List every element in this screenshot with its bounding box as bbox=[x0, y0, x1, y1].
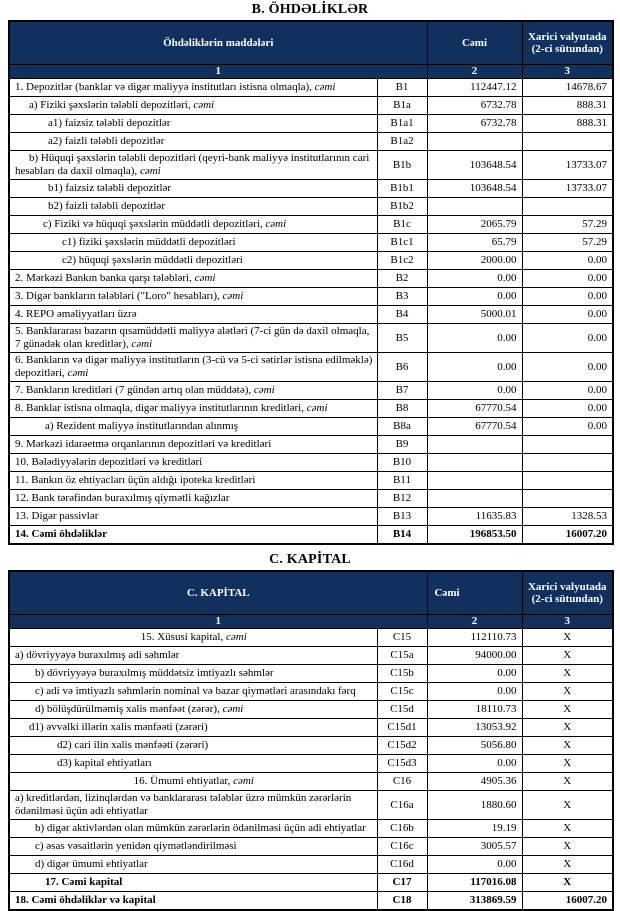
row-label-cell bbox=[9, 719, 377, 737]
row-label-cell bbox=[9, 820, 377, 838]
row-label-suffix: cəmi bbox=[139, 165, 161, 177]
row-label: c) Fiziki və hüquqi şəxslərin müddətli depozitləri, bbox=[43, 218, 266, 230]
table-row bbox=[9, 151, 613, 180]
row-total-value: 0.00 bbox=[427, 683, 522, 701]
row-foreign-currency-value bbox=[522, 133, 613, 151]
row-code: C15d2 bbox=[377, 737, 427, 755]
colnum-items: 1 bbox=[9, 65, 427, 79]
row-foreign-currency-value: 16007.20 bbox=[522, 526, 613, 545]
row-foreign-currency-value: 0.00 bbox=[522, 306, 613, 324]
capital-table-body bbox=[9, 629, 613, 911]
row-code: C15d bbox=[377, 701, 427, 719]
row-total-value: 112110.73 bbox=[427, 629, 522, 647]
liabilities-colnum-row bbox=[9, 65, 613, 79]
row-total-value bbox=[427, 472, 522, 490]
row-total-value: 196853.50 bbox=[427, 526, 522, 545]
liabilities-header-row bbox=[9, 21, 613, 65]
row-label: b) Hüquqi şəxslərin tələbli depozitləri (qeyri-bank maliyyə institutlarının cari hesabları da daxil olmaqla), bbox=[15, 152, 370, 177]
row-label: 9. Mərkəzi idarəetmə orqanlarının depozitləri və kreditləri bbox=[15, 438, 272, 450]
table-row bbox=[9, 198, 613, 216]
row-label-suffix: cəmi bbox=[67, 367, 89, 379]
row-label-cell bbox=[9, 400, 377, 418]
colnum-total: 2 bbox=[427, 615, 522, 629]
row-label-suffix: cəmi bbox=[233, 775, 254, 787]
row-total-value: 112447.12 bbox=[427, 79, 522, 97]
table-row bbox=[9, 97, 613, 115]
row-total-value: 3005.57 bbox=[427, 838, 522, 856]
row-label: 13. Digər passivlər bbox=[15, 510, 99, 522]
row-label: a) Rezident maliyyə institutlarından alınmış bbox=[45, 420, 239, 432]
row-code: B8a bbox=[377, 418, 427, 436]
table-row bbox=[9, 472, 613, 490]
row-label: a) Fiziki şəxslərin tələbli depozitləri, bbox=[29, 99, 194, 111]
row-foreign-currency-value: X bbox=[522, 856, 613, 874]
row-label: c2) hüquqi şəxslərin müddətli depozitləri bbox=[62, 254, 243, 266]
row-total-value: 65.79 bbox=[427, 234, 522, 252]
row-label-cell bbox=[9, 270, 377, 288]
row-label-cell bbox=[9, 324, 377, 353]
row-foreign-currency-value: 0.00 bbox=[522, 382, 613, 400]
row-total-value: 11635.83 bbox=[427, 508, 522, 526]
row-label: 7. Bankların kreditləri (7 gündən artıq olan müddətə), bbox=[15, 384, 254, 396]
table-row bbox=[9, 180, 613, 198]
table-row bbox=[9, 454, 613, 472]
row-foreign-currency-value: X bbox=[522, 629, 613, 647]
row-code: B1b bbox=[377, 151, 427, 180]
liabilities-table-body bbox=[9, 79, 613, 545]
row-label: 6. Bankların və digər maliyyə institutların (3-cü və 5-ci sətirlər istisna edilməklə) depozitləri, bbox=[15, 354, 373, 379]
row-foreign-currency-value: X bbox=[522, 719, 613, 737]
row-code: B7 bbox=[377, 382, 427, 400]
table-row bbox=[9, 647, 613, 665]
row-label-cell bbox=[9, 629, 377, 647]
row-label-cell bbox=[9, 97, 377, 115]
row-code: B1b1 bbox=[377, 180, 427, 198]
row-code: B1a2 bbox=[377, 133, 427, 151]
col-header-total: Cəmi bbox=[427, 571, 522, 615]
row-foreign-currency-value: 0.00 bbox=[522, 288, 613, 306]
row-foreign-currency-value: 57.29 bbox=[522, 234, 613, 252]
row-label-cell bbox=[9, 665, 377, 683]
row-label: a2) faizli tələbli depozitlər bbox=[48, 135, 165, 147]
row-label-cell bbox=[9, 701, 377, 719]
row-code: B10 bbox=[377, 454, 427, 472]
row-total-value: 4905.36 bbox=[427, 773, 522, 791]
row-foreign-currency-value: X bbox=[522, 773, 613, 791]
row-label-suffix: cəmi bbox=[222, 290, 244, 302]
row-total-value: 0.00 bbox=[427, 755, 522, 773]
row-code: B1a1 bbox=[377, 115, 427, 133]
capital-header-row bbox=[9, 571, 613, 615]
row-code: B1c bbox=[377, 216, 427, 234]
row-label: a) kreditlərdən, lizinqlərdən və banklararası tələblər üzrə mümkün zərərlərin ödənilməsi üçün adi ehtiyatlar bbox=[15, 792, 352, 817]
row-foreign-currency-value bbox=[522, 198, 613, 216]
row-label-suffix: cəmi bbox=[193, 99, 215, 111]
row-total-value bbox=[427, 454, 522, 472]
row-label: d1) əvvəlki illərin xalis mənfəəti (zərəri) bbox=[29, 721, 208, 733]
row-code: B1c2 bbox=[377, 252, 427, 270]
row-label-cell bbox=[9, 838, 377, 856]
table-row bbox=[9, 719, 613, 737]
row-total-value bbox=[427, 436, 522, 454]
table-row bbox=[9, 856, 613, 874]
row-code: B4 bbox=[377, 306, 427, 324]
row-label: b1) faizsiz tələbli depozitlər bbox=[48, 182, 172, 194]
row-code: C16a bbox=[377, 791, 427, 820]
row-label-cell bbox=[9, 115, 377, 133]
row-code: B1c1 bbox=[377, 234, 427, 252]
row-code: C15 bbox=[377, 629, 427, 647]
row-label-cell bbox=[9, 79, 377, 97]
section-title-capital: C. KAPİTAL bbox=[269, 552, 351, 567]
row-total-value: 67770.54 bbox=[427, 400, 522, 418]
row-code: B13 bbox=[377, 508, 427, 526]
row-code: B1a bbox=[377, 97, 427, 115]
table-row bbox=[9, 270, 613, 288]
row-total-value: 0.00 bbox=[427, 856, 522, 874]
row-code: B1b2 bbox=[377, 198, 427, 216]
row-label-cell bbox=[9, 382, 377, 400]
row-foreign-currency-value bbox=[522, 472, 613, 490]
row-label-cell bbox=[9, 526, 377, 545]
row-foreign-currency-value bbox=[522, 454, 613, 472]
row-total-value: 67770.54 bbox=[427, 418, 522, 436]
row-total-value: 2000.00 bbox=[427, 252, 522, 270]
row-label-cell bbox=[9, 133, 377, 151]
row-label: 14. Cəmi öhdəliklər bbox=[15, 528, 107, 540]
row-total-value: 5000.01 bbox=[427, 306, 522, 324]
row-foreign-currency-value bbox=[522, 436, 613, 454]
row-label: 11. Bankın öz ehtiyacları üçün aldığı ipoteka kreditləri bbox=[15, 474, 256, 486]
row-code: C15d1 bbox=[377, 719, 427, 737]
row-label: d) bölüşdürülməmiş xalis mənfəət (zərər), bbox=[35, 703, 223, 715]
row-foreign-currency-value bbox=[522, 490, 613, 508]
row-label: a) dövriyyəyə buraxılmış adi səhmlər bbox=[15, 649, 180, 661]
row-label-cell bbox=[9, 472, 377, 490]
col-header-foreign-currency: Xarici valyutada (2-ci sütundan) bbox=[522, 571, 613, 615]
row-code: C15c bbox=[377, 683, 427, 701]
row-label-cell bbox=[9, 508, 377, 526]
row-label-cell bbox=[9, 216, 377, 234]
row-code: C17 bbox=[377, 874, 427, 892]
row-label-suffix: cəmi bbox=[265, 218, 287, 230]
row-label: b2) faizli tələbli depozitlər bbox=[48, 200, 165, 212]
row-code: B9 bbox=[377, 436, 427, 454]
row-label-cell bbox=[9, 418, 377, 436]
row-code: C15b bbox=[377, 665, 427, 683]
row-foreign-currency-value: 888.31 bbox=[522, 115, 613, 133]
table-row bbox=[9, 490, 613, 508]
row-label-cell bbox=[9, 306, 377, 324]
row-code: B5 bbox=[377, 324, 427, 353]
row-total-value: 6732.78 bbox=[427, 97, 522, 115]
row-total-value: 0.00 bbox=[427, 270, 522, 288]
table-row bbox=[9, 773, 613, 791]
row-code: B14 bbox=[377, 526, 427, 545]
row-total-value: 1880.60 bbox=[427, 791, 522, 820]
table-row bbox=[9, 382, 613, 400]
table-row bbox=[9, 665, 613, 683]
row-total-value: 103648.54 bbox=[427, 180, 522, 198]
row-foreign-currency-value: X bbox=[522, 874, 613, 892]
row-foreign-currency-value: 0.00 bbox=[522, 324, 613, 353]
row-label-cell bbox=[9, 892, 377, 911]
table-row bbox=[9, 737, 613, 755]
row-total-value: 18110.73 bbox=[427, 701, 522, 719]
row-code: C18 bbox=[377, 892, 427, 911]
row-foreign-currency-value: 13733.07 bbox=[522, 180, 613, 198]
row-foreign-currency-value: 16007.20 bbox=[522, 892, 613, 911]
table-row bbox=[9, 400, 613, 418]
liabilities-table bbox=[8, 20, 614, 545]
row-label-suffix: cəmi bbox=[131, 338, 153, 350]
row-code: C15d3 bbox=[377, 755, 427, 773]
row-foreign-currency-value: X bbox=[522, 683, 613, 701]
row-label-cell bbox=[9, 252, 377, 270]
row-label: b) dövriyyəyə buraxılmış müddətsiz imtiyazlı səhmlər bbox=[35, 667, 274, 679]
capital-table bbox=[8, 570, 614, 911]
table-row bbox=[9, 838, 613, 856]
row-foreign-currency-value: 57.29 bbox=[522, 216, 613, 234]
row-label-cell bbox=[9, 737, 377, 755]
row-label-cell bbox=[9, 198, 377, 216]
row-label: 8. Banklar istisna olmaqla, digər maliyyə institutlarının kreditləri, bbox=[15, 402, 307, 414]
colnum-foreign: 3 bbox=[522, 65, 613, 79]
section-title-liabilities: B. ÖHDƏLİKLƏR bbox=[251, 2, 369, 17]
table-row bbox=[9, 115, 613, 133]
row-label: 17. Cəmi kapital bbox=[45, 876, 123, 888]
table-row bbox=[9, 701, 613, 719]
row-foreign-currency-value: X bbox=[522, 820, 613, 838]
row-foreign-currency-value: X bbox=[522, 737, 613, 755]
row-foreign-currency-value: 888.31 bbox=[522, 97, 613, 115]
table-row bbox=[9, 791, 613, 820]
row-label-cell bbox=[9, 874, 377, 892]
row-label: c) adi və imtiyazlı səhmlərin nominal və bazar qiymətləri arasındakı fərq bbox=[35, 685, 356, 697]
row-label-cell bbox=[9, 856, 377, 874]
row-code: B3 bbox=[377, 288, 427, 306]
table-row bbox=[9, 353, 613, 382]
row-label: 3. Digər bankların tələbləri ("Loro" hesabları), bbox=[15, 290, 223, 302]
table-row bbox=[9, 892, 613, 911]
row-label-cell bbox=[9, 180, 377, 198]
table-row bbox=[9, 133, 613, 151]
row-code: B8 bbox=[377, 400, 427, 418]
table-row bbox=[9, 436, 613, 454]
row-total-value: 19.19 bbox=[427, 820, 522, 838]
row-label-cell bbox=[9, 490, 377, 508]
row-label-cell bbox=[9, 791, 377, 820]
row-label-suffix: cəmi bbox=[306, 402, 328, 414]
row-total-value bbox=[427, 198, 522, 216]
row-total-value: 6732.78 bbox=[427, 115, 522, 133]
row-total-value: 2065.79 bbox=[427, 216, 522, 234]
table-row bbox=[9, 683, 613, 701]
row-total-value: 117016.08 bbox=[427, 874, 522, 892]
row-foreign-currency-value: X bbox=[522, 701, 613, 719]
row-label-suffix: cəmi bbox=[314, 81, 336, 93]
colnum-total: 2 bbox=[427, 65, 522, 79]
row-code: B1 bbox=[377, 79, 427, 97]
col-header-total: Cəmi bbox=[427, 21, 522, 65]
table-row bbox=[9, 755, 613, 773]
row-code: B12 bbox=[377, 490, 427, 508]
col-header-capital: C. KAPİTAL bbox=[9, 571, 427, 615]
row-foreign-currency-value: 0.00 bbox=[522, 418, 613, 436]
row-label-suffix: cəmi bbox=[225, 631, 247, 643]
row-foreign-currency-value: X bbox=[522, 755, 613, 773]
row-label: d3) kapital ehtiyatları bbox=[57, 757, 152, 769]
row-label: d2) cari ilin xalis mənfəəti (zərəri) bbox=[57, 739, 209, 751]
row-label: c1) fiziki şəxslərin müddətli depozitləri bbox=[62, 236, 236, 248]
row-label: 4. REPO əməliyyatları üzrə bbox=[15, 308, 137, 320]
row-total-value: 0.00 bbox=[427, 353, 522, 382]
table-row bbox=[9, 234, 613, 252]
row-label-cell bbox=[9, 288, 377, 306]
col-header-foreign-currency: Xarici valyutada (2-ci sütundan) bbox=[522, 21, 613, 65]
row-label-cell bbox=[9, 755, 377, 773]
table-row bbox=[9, 306, 613, 324]
row-total-value: 94000.00 bbox=[427, 647, 522, 665]
table-row bbox=[9, 508, 613, 526]
row-label: a1) faizsiz tələbli depozitlər bbox=[48, 117, 171, 129]
col-header-items: Öhdəliklərin maddələri bbox=[9, 21, 427, 65]
row-label-cell bbox=[9, 151, 377, 180]
capital-colnum-row bbox=[9, 615, 613, 629]
row-label-cell bbox=[9, 234, 377, 252]
row-total-value: 0.00 bbox=[427, 665, 522, 683]
row-label-cell bbox=[9, 683, 377, 701]
row-code: B6 bbox=[377, 353, 427, 382]
row-total-value: 0.00 bbox=[427, 382, 522, 400]
row-foreign-currency-value: 14678.67 bbox=[522, 79, 613, 97]
table-row bbox=[9, 418, 613, 436]
row-total-value: 5056.80 bbox=[427, 737, 522, 755]
row-total-value: 313869.59 bbox=[427, 892, 522, 911]
row-label-suffix: cəmi bbox=[222, 703, 244, 715]
row-foreign-currency-value: 1328.53 bbox=[522, 508, 613, 526]
row-label-suffix: cəmi bbox=[194, 272, 216, 284]
table-row bbox=[9, 79, 613, 97]
row-foreign-currency-value: X bbox=[522, 647, 613, 665]
row-code: B11 bbox=[377, 472, 427, 490]
row-label-cell bbox=[9, 436, 377, 454]
row-foreign-currency-value: X bbox=[522, 838, 613, 856]
row-foreign-currency-value: 13733.07 bbox=[522, 151, 613, 180]
row-total-value: 0.00 bbox=[427, 324, 522, 353]
table-row bbox=[9, 629, 613, 647]
row-code: C16c bbox=[377, 838, 427, 856]
row-foreign-currency-value: 0.00 bbox=[522, 252, 613, 270]
row-foreign-currency-value: X bbox=[522, 791, 613, 820]
colnum-items: 1 bbox=[9, 615, 427, 629]
row-code: B2 bbox=[377, 270, 427, 288]
row-total-value bbox=[427, 490, 522, 508]
row-label: 16. Ümumi ehtiyatlar, bbox=[133, 775, 234, 787]
row-label: 1. Depozitlər (banklar və digər maliyyə institutları istisna olmaqla), bbox=[15, 81, 315, 93]
row-label: b) digər aktivlərdən olan mümkün zərərlərin ödənilməsi üçün adi ehtiyatlar bbox=[35, 822, 366, 834]
row-label-cell bbox=[9, 647, 377, 665]
row-total-value: 13053.92 bbox=[427, 719, 522, 737]
colnum-foreign: 3 bbox=[522, 615, 613, 629]
row-label: 10. Bələdiyyələrin depozitləri və kreditləri bbox=[15, 456, 203, 468]
row-total-value: 0.00 bbox=[427, 288, 522, 306]
row-label: c) əsas vəsaitlərin yenidən qiymətləndirilməsi bbox=[35, 840, 237, 852]
row-foreign-currency-value: X bbox=[522, 665, 613, 683]
row-label-cell bbox=[9, 353, 377, 382]
row-code: C16d bbox=[377, 856, 427, 874]
row-total-value: 103648.54 bbox=[427, 151, 522, 180]
row-label-cell bbox=[9, 454, 377, 472]
row-label: 18. Cəmi öhdəliklər və kapital bbox=[15, 894, 156, 906]
row-label-cell bbox=[9, 773, 377, 791]
row-label: 15. Xüsusi kapital, bbox=[140, 631, 226, 643]
row-foreign-currency-value: 0.00 bbox=[522, 400, 613, 418]
row-label: 12. Bank tərəfindən buraxılmış qiymətli kağızlar bbox=[15, 492, 230, 504]
table-row bbox=[9, 324, 613, 353]
row-code: C16 bbox=[377, 773, 427, 791]
row-total-value bbox=[427, 133, 522, 151]
row-label: 2. Mərkəzi Bankın banka qarşı tələbləri, bbox=[15, 272, 195, 284]
table-row bbox=[9, 874, 613, 892]
table-row bbox=[9, 216, 613, 234]
table-row bbox=[9, 820, 613, 838]
table-row bbox=[9, 252, 613, 270]
row-label-suffix: cəmi bbox=[253, 384, 275, 396]
table-row bbox=[9, 288, 613, 306]
row-label: d) digər ümumi ehtiyatlar bbox=[35, 858, 148, 870]
table-row bbox=[9, 526, 613, 545]
row-code: C16b bbox=[377, 820, 427, 838]
row-label: 5. Banklararası bazarın qısamüddətli maliyyə alətləri (7-ci gün də daxil olmaqla, 7 günədək olan kreditlər), bbox=[15, 325, 370, 350]
row-code: C15a bbox=[377, 647, 427, 665]
row-foreign-currency-value: 0.00 bbox=[522, 270, 613, 288]
row-foreign-currency-value: 0.00 bbox=[522, 353, 613, 382]
